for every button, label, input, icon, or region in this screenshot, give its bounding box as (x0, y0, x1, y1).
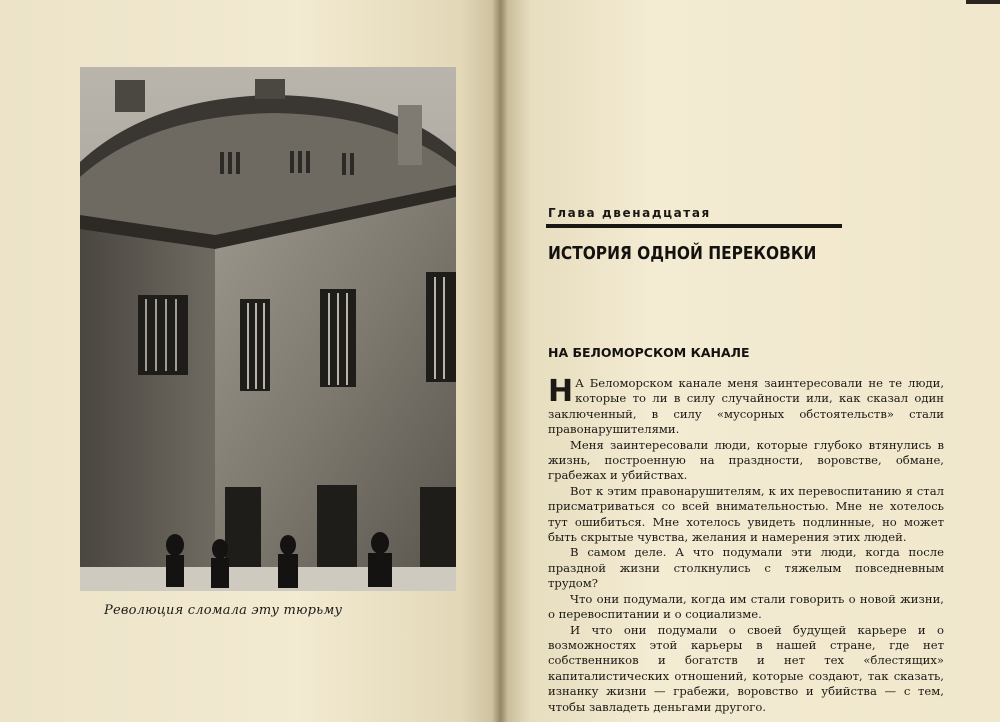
chapter-rule (546, 224, 842, 228)
section-heading: НА БЕЛОМОРСКОМ КАНАЛЕ (548, 345, 750, 360)
chapter-label: Глава двенадцатая (548, 206, 711, 220)
page-corner-mark (966, 0, 1000, 4)
paragraph: В самом деле. А что подумали эти люди, когда после праздной жизни столкнулись с тяжелым повседневным трудом? (548, 545, 944, 591)
chapter-body (548, 376, 944, 715)
prison-building-illustration (80, 67, 456, 591)
paragraph-text: А Беломорском канале меня заинтересовали не те люди, которые то ли в силу случайности или, как сказал один заключенный, в силу «мусорных обстоятельств» стали правонарушителями. (548, 376, 944, 437)
paragraph: И что они подумали о своей будущей карьере и о возможностях этой карьеры в нашей стране, где нет собственников и богатств и нет тех «блестящих» капиталистических отношений, которые создают, так сказать, изнанку жизни — грабежи, воровство и убийства — с тем, чтобы завладеть деньгами другого. (548, 622, 944, 714)
photo-caption: Революция сломала эту тюрьму (104, 603, 343, 618)
paragraph (548, 376, 944, 438)
chapter-title: ИСТОРИЯ ОДНОЙ ПЕРЕКОВКИ (548, 244, 817, 264)
prison-photo (80, 67, 456, 591)
paragraph: Меня заинтересовали люди, которые глубоко втянулись в жизнь, построенную на праздности, воровстве, обмане, грабежах и убийствах. (548, 437, 944, 483)
dropcap: Н (548, 374, 574, 409)
paragraph: Вот к этим правонарушителям, к их перевоспитанию я стал присматриваться со всей внимательностью. Мне не хотелось тут ошибиться. Мне хотелось увидеть подлинные, но может быть скрытые чувства, желания и намерения этих людей. (548, 483, 944, 545)
paragraph: Что они подумали, когда им стали говорить о новой жизни, о перевоспитании и о социализме. (548, 591, 944, 622)
book-gutter (492, 0, 508, 722)
